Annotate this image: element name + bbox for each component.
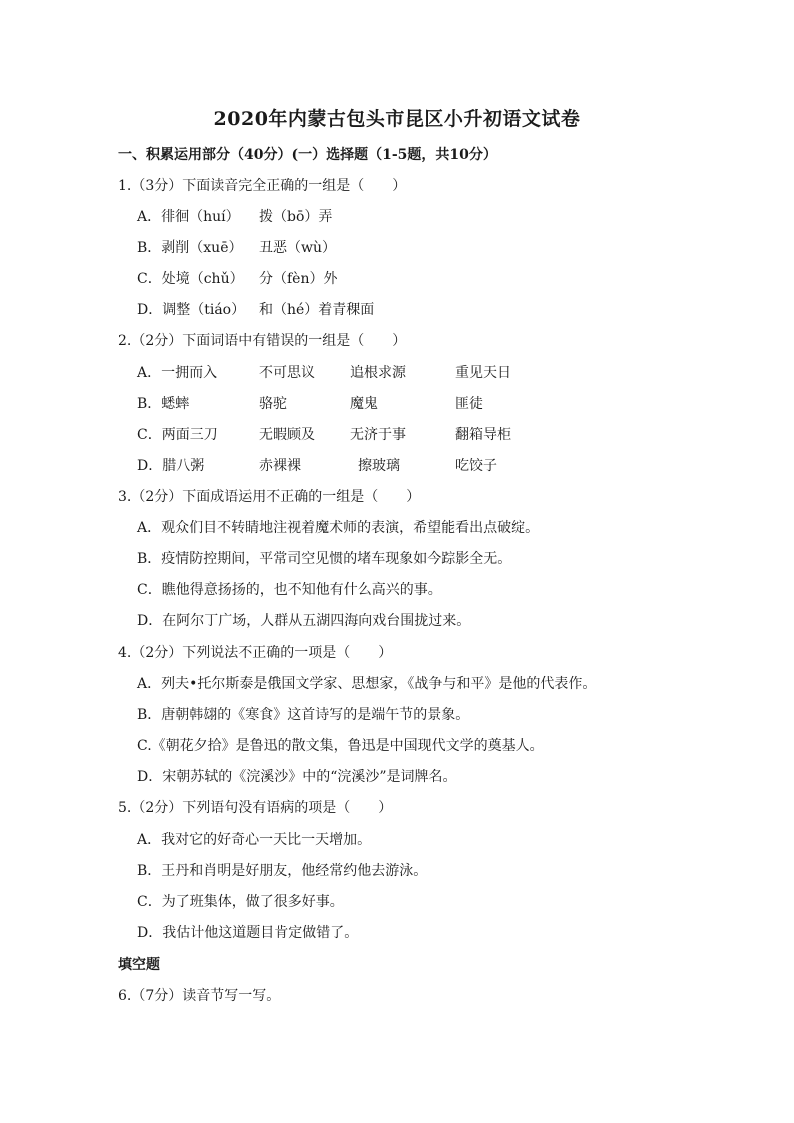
q2-option-a-4: 重见天日 bbox=[455, 365, 511, 381]
q2-option-b-4: 匪徒 bbox=[455, 396, 483, 412]
q2-option-b-3: 魔鬼 bbox=[350, 396, 378, 412]
q5-option-a: A．我对它的好奇心一天比一天增加。 bbox=[137, 832, 372, 848]
q4-option-b: B．唐朝韩翃的《寒食》这首诗写的是端午节的景象。 bbox=[137, 707, 470, 723]
q1-option-b-1: B．剥削（xuē） bbox=[137, 240, 243, 256]
q2-option-d-4: 吃饺子 bbox=[455, 458, 497, 474]
q2-option-d-3: 擦玻璃 bbox=[358, 458, 400, 474]
q2-option-b-1: B．蟋蟀 bbox=[137, 396, 190, 412]
section-heading-choice: 一、积累运用部分（40分）(一）选择题（1-5题，共10分） bbox=[118, 147, 497, 163]
q1-option-a-2: 拨（bō）弄 bbox=[259, 209, 333, 225]
q2-option-a-2: 不可思议 bbox=[259, 365, 315, 381]
question-2-stem: 2.（2分）下面词语中有错误的一组是（ ） bbox=[118, 333, 407, 349]
question-4-stem: 4.（2分）下列说法不正确的一项是（ ） bbox=[118, 645, 393, 661]
q2-option-a-1: A．一拥而入 bbox=[137, 365, 218, 381]
q2-option-d-2: 赤裸裸 bbox=[259, 458, 301, 474]
q1-option-b-2: 丑恶（wù） bbox=[259, 240, 336, 256]
question-6-stem: 6.（7分）读音节写一写。 bbox=[118, 988, 281, 1004]
question-3-stem: 3.（2分）下面成语运用不正确的一组是（ ） bbox=[118, 489, 421, 505]
q3-option-d: D．在阿尔丁广场，人群从五湖四海向戏台围拢过来。 bbox=[137, 613, 471, 629]
q2-option-c-3: 无济于事 bbox=[350, 427, 406, 443]
q3-option-b: B．疫情防控期间，平常司空见惯的堵车现象如今踪影全无。 bbox=[137, 551, 512, 567]
q2-option-d-1: D．腊八粥 bbox=[137, 458, 205, 474]
q3-option-c: C．瞧他得意扬扬的，也不知他有什么高兴的事。 bbox=[137, 582, 442, 598]
q1-option-c-1: C．处境（chǔ） bbox=[137, 271, 244, 287]
q4-option-c: C.《朝花夕拾》是鲁迅的散文集，鲁迅是中国现代文学的奠基人。 bbox=[137, 738, 544, 754]
q5-option-b: B．王丹和肖明是好朋友，他经常约他去游泳。 bbox=[137, 863, 428, 879]
q2-option-c-1: C．两面三刀 bbox=[137, 427, 218, 443]
question-1-stem: 1.（3分）下面读音完全正确的一组是（ ） bbox=[118, 178, 407, 194]
q2-option-b-2: 骆驼 bbox=[259, 396, 287, 412]
q4-option-d: D．宋朝苏轼的《浣溪沙》中的“浣溪沙”是词牌名。 bbox=[137, 769, 457, 785]
q2-option-a-3: 追根求源 bbox=[350, 365, 406, 381]
q1-option-c-2: 分（fèn）外 bbox=[259, 271, 338, 287]
q4-option-a: A．列夫•托尔斯泰是俄国文学家、思想家，《战争与和平》是他的代表作。 bbox=[137, 676, 597, 692]
question-5-stem: 5.（2分）下列语句没有语病的项是（ ） bbox=[118, 800, 393, 816]
q5-option-d: D．我估计他这道题目肯定做错了。 bbox=[137, 925, 359, 941]
q1-option-d-1: D．调整（tiáo） bbox=[137, 302, 246, 318]
section-heading-fill-blank: 填空题 bbox=[118, 957, 160, 973]
q1-option-a-1: A．徘徊（huí） bbox=[137, 209, 240, 225]
q2-option-c-2: 无暇顾及 bbox=[259, 427, 315, 443]
q3-option-a: A．观众们目不转睛地注视着魔术师的表演，希望能看出点破绽。 bbox=[137, 520, 540, 536]
exam-title: 2020年内蒙古包头市昆区小升初语文试卷 bbox=[213, 108, 581, 130]
q5-option-c: C．为了班集体，做了很多好事。 bbox=[137, 894, 344, 910]
q2-option-c-4: 翻箱导柜 bbox=[455, 427, 511, 443]
q1-option-d-2: 和（hé）着青稞面 bbox=[259, 302, 375, 318]
